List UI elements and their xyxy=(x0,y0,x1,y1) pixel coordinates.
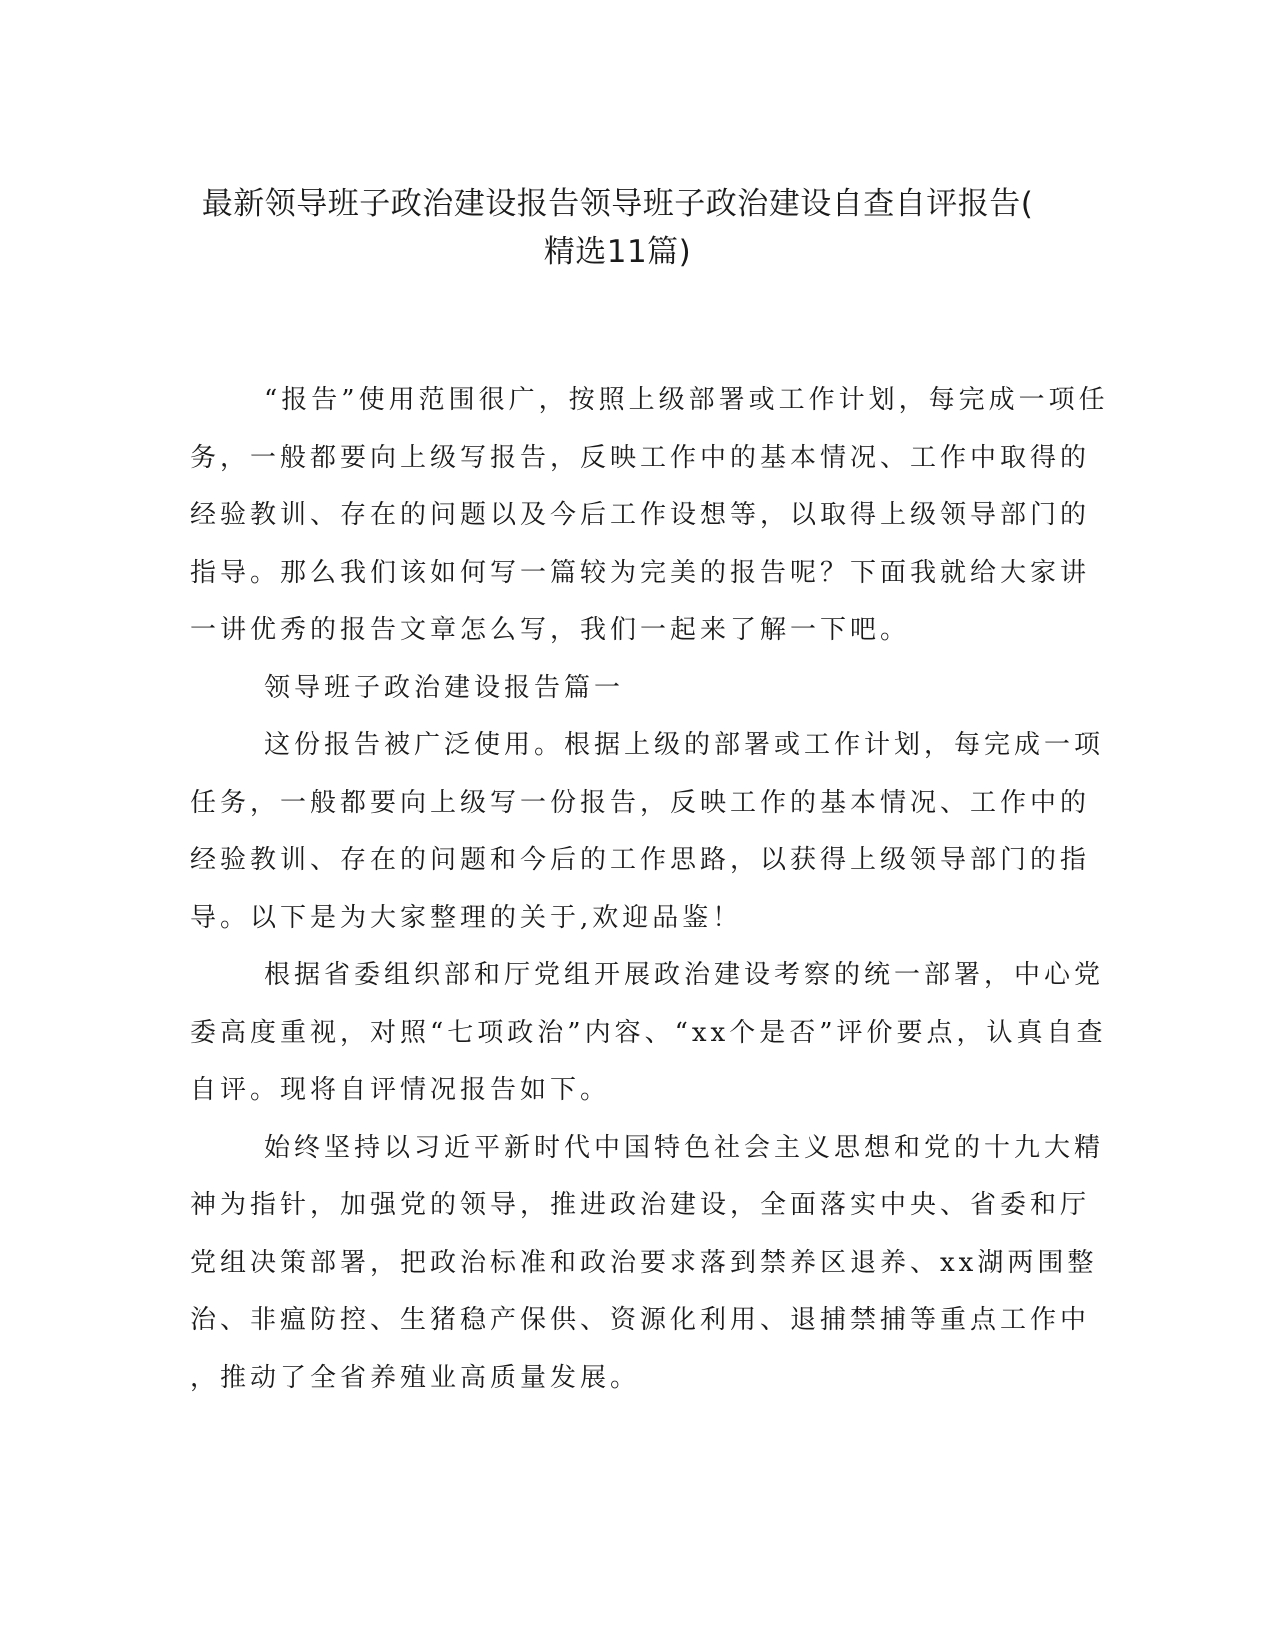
paragraph-line: 自评。现将自评情况报告如下。 xyxy=(190,1075,611,1105)
body-paragraph xyxy=(190,717,1105,947)
paragraph-line: 根据省委组织部和厅党组开展政治建设考察的统一部署，中心党 xyxy=(264,960,1105,990)
paragraph-line: 委高度重视，对照“七项政治”内容、“xx个是否”评价要点，认真自查 xyxy=(190,1017,1107,1048)
title-line: 最新领导班子政治建设报告领导班子政治建设自查自评报告( xyxy=(201,186,1034,222)
section-heading-text: 领导班子政治建设报告篇一 xyxy=(264,672,625,703)
paragraph-line: 经验教训、存在的问题以及今后工作设想等，以取得上级领导部门的 xyxy=(190,500,1091,530)
body-paragraph xyxy=(190,947,1107,1120)
paragraph-line: 经验教训、存在的问题和今后的工作思路，以获得上级领导部门的指 xyxy=(190,845,1091,875)
section-heading xyxy=(190,660,1090,718)
title-line: 精选11篇) xyxy=(543,234,692,270)
paragraph-line: 这份报告被广泛使用。根据上级的部署或工作计划，每完成一项 xyxy=(264,730,1105,760)
paragraph-line: 务，一般都要向上级写报告，反映工作中的基本情况、工作中取得的 xyxy=(190,442,1091,473)
paragraph-line: 神为指针，加强党的领导，推进政治建设，全面落实中央、省委和厅 xyxy=(190,1190,1091,1220)
paragraph-line: “报告”使用范围很广，按照上级部署或工作计划，每完成一项任 xyxy=(264,385,1109,415)
intro-paragraph xyxy=(190,372,1109,660)
paragraph-line: 一讲优秀的报告文章怎么写，我们一起来了解一下吧。 xyxy=(190,615,911,645)
paragraph-line: ，推动了全省养殖业高质量发展。 xyxy=(190,1362,641,1393)
paragraph-line: 导。以下是为大家整理的关于,欢迎品鉴！ xyxy=(190,902,743,933)
document-title xyxy=(150,180,1085,276)
paragraph-line: 治、非瘟防控、生猪稳产保供、资源化利用、退捕禁捕等重点工作中 xyxy=(190,1305,1091,1335)
paragraph-line: 指导。那么我们该如何写一篇较为完美的报告呢？下面我就给大家讲 xyxy=(190,557,1091,588)
document-body xyxy=(190,372,1109,1407)
body-paragraph xyxy=(190,1120,1105,1408)
paragraph-line: 任务，一般都要向上级写一份报告，反映工作的基本情况、工作中的 xyxy=(190,787,1091,818)
paragraph-line: 党组决策部署，把政治标准和政治要求落到禁养区退养、xx湖两围整 xyxy=(190,1247,1098,1278)
paragraph-line: 始终坚持以习近平新时代中国特色社会主义思想和党的十九大精 xyxy=(264,1132,1105,1163)
